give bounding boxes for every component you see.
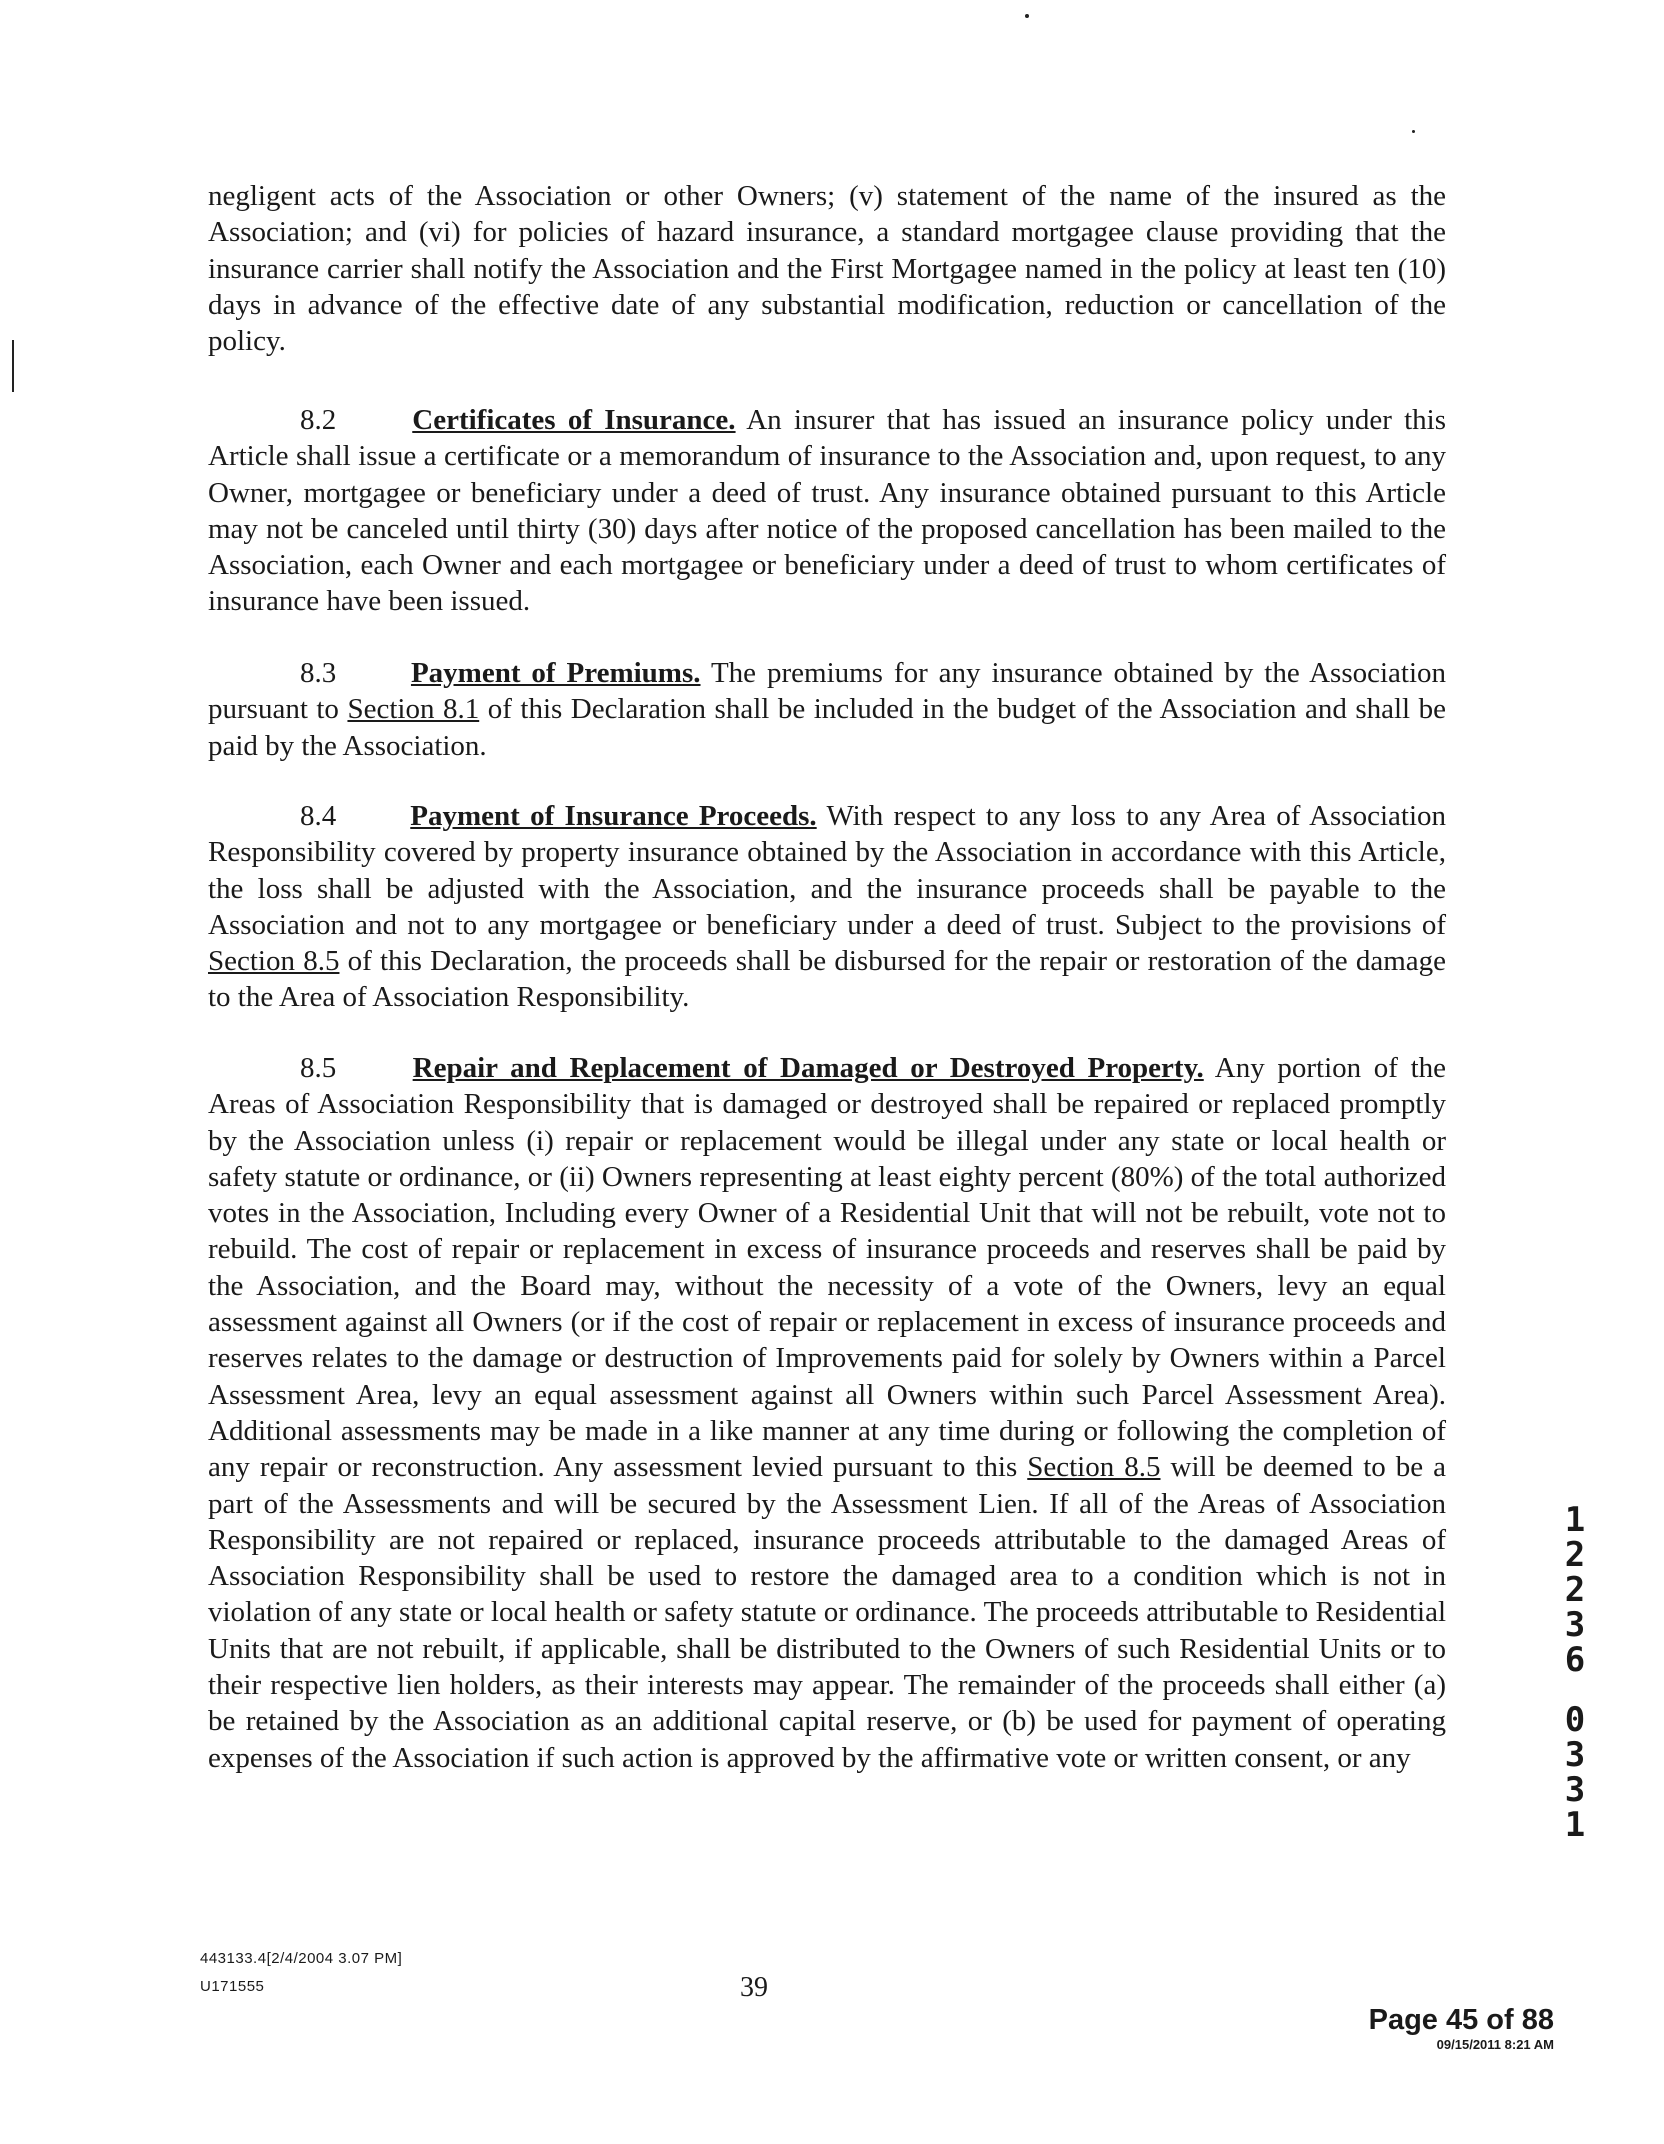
section-8-3 (208, 655, 1446, 764)
document-id: 443133.4[2/4/2004 3.07 PM] (200, 1950, 403, 1967)
page-number: 39 (740, 1972, 768, 2003)
recorder-page-stamp (1369, 2004, 1554, 2052)
section-text: An insurer that has issued an insurance policy under this Article shall issue a certificate or a memorandum of insurance to the Association and, upon request, to any Owner, mortgagee or beneficiary under a deed of trust. Any insurance obtained pursuant to this Article may not be canceled until thirty (30) days after notice of the proposed cancellation has been mailed to the Association, each Owner and each mortgagee or beneficiary under a deed of trust to whom certificates of insurance have been issued. (208, 404, 1447, 618)
section-reference: Section 8.5 (1027, 1451, 1161, 1484)
section-text: With respect to any loss to any Area of Association Responsibility covered by property insurance obtained by the Association in accordance with this Article, the loss shall be adjusted with the Association, and the insurance proceeds shall be payable to the Association and not to any mortgagee or beneficiary under a deed of trust. Subject to the provisions of (208, 800, 1447, 941)
scan-mark (1025, 14, 1029, 18)
section-text: of this Declaration, the proceeds shall be disbursed for the repair or restoration of the damage to the Area of Association Responsibility. (208, 945, 1446, 1014)
section-number: 8.3 (300, 657, 337, 689)
recording-number-digit: 3 (1564, 1605, 1586, 1645)
recording-number-digit: 0 (1564, 1700, 1586, 1740)
section-text: The premiums for any insurance obtained by the Association pursuant to (208, 657, 1447, 726)
section-heading: Payment of Premiums. (410, 657, 701, 689)
recording-number-digit: 2 (1564, 1535, 1586, 1575)
recorder-page-count: Page 45 of 88 (1368, 2004, 1554, 2036)
recording-number-digit: 3 (1564, 1735, 1586, 1775)
recording-number-digit: 3 (1564, 1770, 1586, 1810)
section-8-2 (208, 402, 1446, 620)
section-text: of this Declaration shall be included in the budget of the Association and shall be paid by the Association. (208, 693, 1446, 762)
section-reference: Section 8.5 (208, 945, 340, 978)
section-number: 8.5 (300, 1052, 337, 1084)
recording-number-digit: 6 (1564, 1640, 1586, 1680)
section-heading: Repair and Replacement of Damaged or Destroyed Property. (412, 1052, 1204, 1084)
recording-number-digit: 1 (1564, 1805, 1586, 1845)
section-reference: Section 8.1 (347, 693, 480, 726)
recording-number-digit: 2 (1564, 1570, 1586, 1610)
client-id: U171555 (200, 1978, 265, 1995)
recording-number-digit: 1 (1564, 1500, 1586, 1540)
intro-paragraph: negligent acts of the Association or other Owners; (v) statement of the name of the insured as the Association; and (vi) for policies of hazard insurance, a standard mortgagee clause providing that the insurance carrier shall notify the Association and the First Mortgagee named in the policy at least ten (10) days in advance of the effective date of any substantial modification, reduction or cancellation of the policy. (208, 180, 1446, 358)
scan-mark (12, 340, 14, 392)
section-number: 8.4 (300, 800, 337, 832)
scan-mark (1412, 130, 1415, 133)
section-heading: Certificates of Insurance. (412, 404, 736, 436)
section-heading: Payment of Insurance Proceeds. (410, 800, 817, 832)
recorder-datetime: 09/15/2011 8:21 AM (1436, 2037, 1554, 2052)
section-text: Any portion of the Areas of Association Responsibility that is damaged or destroyed shall be repaired or replaced promptly by the Association unless (i) repair or replacement would be illegal under any state or local health or safety statute or ordinance, or (ii) Owners representing at least eighty percent (80%) of the total authorized votes in the Association, Including every Owner of a Residential Unit that will not be rebuilt, vote not to rebuild. The cost of repair or replacement in excess of insurance proceeds and reserves shall be paid by the Association, and the Board may, without the necessity of a vote of the Owners, levy an equal assessment against all Owners (or if the cost of repair or replacement in excess of insurance proceeds and reserves relates to the damage or destruction of Improvements paid for solely by Owners within a Parcel Assessment Area, levy an equal assessment against all Owners within such Parcel Assessment Area). Additional assessments may be made in a like manner at any time during or following the completion of any repair or reconstruction. Any assessment levied pursuant to this (208, 1052, 1446, 1484)
section-8-5 (208, 1050, 1446, 1776)
section-number: 8.2 (300, 404, 337, 436)
section-8-4 (208, 798, 1446, 1016)
section-text: will be deemed to be a part of the Assessments and will be secured by the Assessment Lien. If all of the Areas of Association Responsibility are not repaired or replaced, insurance proceeds attributable to the damaged Areas of Association Responsibility shall be used to restore the damaged area to a condition which is not in violation of any state or local health or safety statute or ordinance. The proceeds attributable to Residential Units that are not rebuilt, if applicable, shall be distributed to the Owners of such Residential Units or to their respective lien holders, as their interests may appear. The remainder of the proceeds shall either (a) be retained by the Association as an additional capital reserve, or (b) be used for payment of operating expenses of the Association if such action is approved by the affirmative vote or written consent, or any (208, 1451, 1447, 1774)
